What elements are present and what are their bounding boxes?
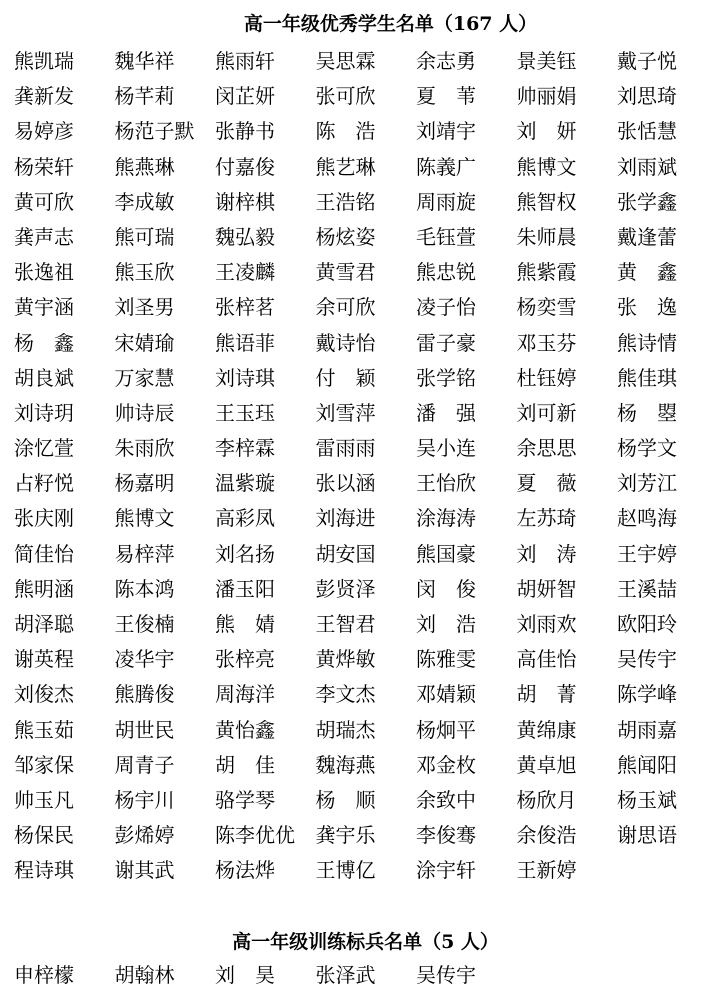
- student-name: 胡菁: [516, 682, 597, 707]
- student-name: 黄鑫: [617, 260, 697, 285]
- student-name: 凌子怡: [416, 295, 476, 320]
- student-name: 熊可瑞: [114, 224, 175, 249]
- student-name: 胡翰林: [114, 963, 175, 987]
- student-name: 易婷彦: [14, 119, 74, 144]
- student-name: 谢思语: [617, 823, 677, 848]
- student-name: 黄绵康: [516, 717, 577, 742]
- student-name: 景美钰: [516, 49, 577, 73]
- student-name: 熊语菲: [215, 330, 275, 355]
- student-name: 刘靖宇: [416, 119, 476, 144]
- student-name: 张逸祖: [14, 260, 74, 285]
- student-name: 胡安国: [315, 541, 376, 566]
- student-name: 周青子: [114, 752, 175, 777]
- student-name: 吴传宇: [416, 963, 476, 987]
- student-name: 帅丽娟: [516, 84, 577, 109]
- student-name: 刘圣男: [114, 295, 175, 320]
- student-name: 王凌麟: [215, 260, 275, 285]
- student-name: 李成敏: [114, 189, 175, 214]
- student-name: 毛钰萱: [416, 224, 476, 249]
- student-name: 刘俊杰: [14, 682, 74, 707]
- student-name: 邓玉芬: [516, 330, 577, 355]
- student-name: 熊婧: [215, 612, 295, 636]
- student-name: 王玉珏: [215, 400, 275, 425]
- student-name: 熊明涵: [14, 576, 74, 601]
- student-name: 魏华祥: [114, 49, 175, 73]
- student-name: 易梓萍: [114, 541, 175, 566]
- student-name: 谢梓棋: [215, 189, 275, 214]
- student-name: 邹家保: [14, 752, 74, 777]
- student-name: 熊智权: [516, 189, 577, 214]
- student-name: 杨炫姿: [315, 224, 376, 249]
- student-name: 陈浩: [315, 119, 396, 144]
- student-name: 陈義广: [416, 154, 476, 179]
- student-name: 张学铭: [416, 365, 476, 390]
- student-name: 周雨旋: [416, 189, 476, 214]
- student-name: 夏苇: [416, 84, 496, 109]
- student-name: 胡世民: [114, 717, 175, 742]
- student-name: 熊燕琳: [114, 154, 175, 179]
- student-name: 胡泽聪: [14, 612, 74, 636]
- student-name: 程诗琪: [14, 858, 74, 883]
- student-name: 刘雨斌: [617, 154, 677, 179]
- student-name: 张梓茗: [215, 295, 275, 320]
- student-name: 熊佳琪: [617, 365, 677, 390]
- student-name: 谢英程: [14, 647, 74, 672]
- student-name: 杨欣月: [516, 787, 577, 812]
- student-name: 熊博文: [114, 506, 175, 531]
- student-name: 赵鸣海: [617, 506, 677, 531]
- student-name: 陈学峰: [617, 682, 677, 707]
- student-name: 刘可新: [516, 400, 577, 425]
- student-name: 张逸: [617, 295, 697, 320]
- student-name: 张庆刚: [14, 506, 74, 531]
- student-name: 刘名扬: [215, 541, 275, 566]
- student-name: 戴逢蕾: [617, 224, 677, 249]
- student-name: 闵俊: [416, 576, 496, 601]
- student-name: 李梓霖: [215, 436, 275, 461]
- student-name: 熊忠锐: [416, 260, 476, 285]
- student-name: 邓金枚: [416, 752, 476, 777]
- student-name: 闵芷妍: [215, 84, 275, 109]
- training-model-name-grid: [14, 958, 709, 993]
- student-name: 胡良斌: [14, 365, 74, 390]
- student-name: 杨奕雪: [516, 295, 577, 320]
- student-name: 潘强: [416, 400, 496, 425]
- student-name: 帅玉凡: [14, 787, 74, 812]
- student-name: 简佳怡: [14, 541, 74, 566]
- student-name: 熊诗情: [617, 330, 677, 355]
- student-name: 高彩凤: [215, 506, 275, 531]
- student-name: 杨嘉明: [114, 471, 175, 496]
- training-model-list-title: 高一年级训练标兵名单（5 人）: [232, 931, 499, 953]
- student-name: 陈雅雯: [416, 647, 476, 672]
- student-name: 熊玉欣: [114, 260, 175, 285]
- student-name: 朱雨欣: [114, 436, 175, 461]
- student-name: 张可欣: [315, 84, 376, 109]
- student-name: 熊紫霞: [516, 260, 577, 285]
- student-name: 申梓檬: [14, 963, 74, 987]
- student-name: 陈李优优: [215, 823, 295, 848]
- student-name: 刘涛: [516, 541, 597, 566]
- student-name: 胡瑞杰: [315, 717, 376, 742]
- student-name: 刘昊: [215, 963, 295, 987]
- student-name: 杨范子默: [114, 119, 195, 144]
- student-name: 张梓亮: [215, 647, 275, 672]
- student-name: 余志勇: [416, 49, 476, 73]
- student-name: 王浩铭: [315, 189, 376, 214]
- student-name: 熊腾俊: [114, 682, 175, 707]
- student-name: 杨保民: [14, 823, 74, 848]
- student-name: 龚声志: [14, 224, 74, 249]
- student-name: 余思思: [516, 436, 577, 461]
- student-name: 涂宇轩: [416, 858, 476, 883]
- student-name: 宋婧瑜: [114, 330, 175, 355]
- student-name: 熊闻阳: [617, 752, 677, 777]
- student-name: 杨炯平: [416, 717, 476, 742]
- student-name: 夏薇: [516, 471, 597, 496]
- student-name: 邓婧颖: [416, 682, 476, 707]
- honor-list-title: 高一年级优秀学生名单（167 人）: [243, 13, 538, 35]
- student-name: 雷雨雨: [315, 436, 376, 461]
- student-name: 刘思琦: [617, 84, 677, 109]
- student-name: 吴思霖: [315, 49, 376, 73]
- student-name: 余俊浩: [516, 823, 577, 848]
- student-name: 熊艺琳: [315, 154, 376, 179]
- student-name: 凌华宇: [114, 647, 175, 672]
- student-name: 杨法烨: [215, 858, 275, 883]
- student-name: 杨芊莉: [114, 84, 175, 109]
- student-name: 张恬慧: [617, 119, 677, 144]
- student-name: 刘妍: [516, 119, 597, 144]
- student-name: 龚宇乐: [315, 823, 376, 848]
- student-name: 黄宇涵: [14, 295, 74, 320]
- student-name: 朱师晨: [516, 224, 577, 249]
- student-name: 帅诗辰: [114, 400, 175, 425]
- student-name: 张以涵: [315, 471, 376, 496]
- student-name: 胡佳: [215, 752, 295, 777]
- student-name: 王溪喆: [617, 576, 677, 601]
- student-name: 骆学琴: [215, 787, 275, 812]
- student-name: 杜钰婷: [516, 365, 577, 390]
- student-name: 王宇婷: [617, 541, 677, 566]
- student-name: 陈本鸿: [114, 576, 175, 601]
- student-name: 付颖: [315, 365, 396, 390]
- student-name: 杨荣轩: [14, 154, 74, 179]
- student-name: 刘雨欢: [516, 612, 577, 636]
- student-name: 杨顺: [315, 787, 396, 812]
- student-name: 李俊骞: [416, 823, 476, 848]
- student-name: 魏弘毅: [215, 224, 275, 249]
- student-name: 王博亿: [315, 858, 376, 883]
- student-name: 吴传宇: [617, 647, 677, 672]
- student-name: 杨宇川: [114, 787, 175, 812]
- student-name: 杨玉斌: [617, 787, 677, 812]
- student-name: 周海洋: [215, 682, 275, 707]
- student-name: 黄雪君: [315, 260, 376, 285]
- student-name: 王俊楠: [114, 612, 175, 636]
- student-name: 付嘉俊: [215, 154, 275, 179]
- student-name: 杨学文: [617, 436, 677, 461]
- student-name: 余可欣: [315, 295, 376, 320]
- student-name: 雷子豪: [416, 330, 476, 355]
- student-name: 黄烨敏: [315, 647, 376, 672]
- student-name: 高佳怡: [516, 647, 577, 672]
- student-name: 熊玉茹: [14, 717, 74, 742]
- student-name: 黄可欣: [14, 189, 74, 214]
- student-name: 刘诗玥: [14, 400, 74, 425]
- student-name: 胡妍智: [516, 576, 577, 601]
- student-name: 刘海进: [315, 506, 376, 531]
- student-name: 戴子悦: [617, 49, 677, 73]
- student-name: 张静书: [215, 119, 275, 144]
- student-name: 熊博文: [516, 154, 577, 179]
- student-name: 杨曌: [617, 400, 697, 425]
- student-name: 刘诗琪: [215, 365, 275, 390]
- student-name: 左苏琦: [516, 506, 577, 531]
- student-name: 熊凯瑞: [14, 49, 74, 73]
- student-name: 黄怡鑫: [215, 717, 275, 742]
- student-name: 吴小连: [416, 436, 476, 461]
- student-name: 温紫璇: [215, 471, 275, 496]
- student-name: 涂忆萱: [14, 436, 74, 461]
- student-name: 万家慧: [114, 365, 175, 390]
- student-name: 张学鑫: [617, 189, 677, 214]
- student-name: 欧阳玲: [617, 612, 677, 636]
- student-name: 潘玉阳: [215, 576, 275, 601]
- student-name: 张泽武: [315, 963, 376, 987]
- student-name: 胡雨嘉: [617, 717, 677, 742]
- honor-student-name-grid: [14, 44, 709, 889]
- student-name: 刘芳江: [617, 471, 677, 496]
- student-name: 余致中: [416, 787, 476, 812]
- student-name: 王智君: [315, 612, 376, 636]
- student-name: 彭贤泽: [315, 576, 376, 601]
- student-name: 黄卓旭: [516, 752, 577, 777]
- student-name: 刘浩: [416, 612, 496, 636]
- student-name: 熊国豪: [416, 541, 476, 566]
- student-name: 王新婷: [516, 858, 577, 883]
- student-name: 龚新发: [14, 84, 74, 109]
- student-name: 熊雨轩: [215, 49, 275, 73]
- student-name: 李文杰: [315, 682, 376, 707]
- student-name: 刘雪萍: [315, 400, 376, 425]
- student-name: 占籽悦: [14, 471, 74, 496]
- student-name: 魏海燕: [315, 752, 376, 777]
- student-name: 戴诗怡: [315, 330, 376, 355]
- student-name: 谢其武: [114, 858, 175, 883]
- student-name: 王怡欣: [416, 471, 476, 496]
- student-name: 杨鑫: [14, 330, 94, 355]
- student-name: 涂海涛: [416, 506, 476, 531]
- student-name: 彭烯婷: [114, 823, 175, 848]
